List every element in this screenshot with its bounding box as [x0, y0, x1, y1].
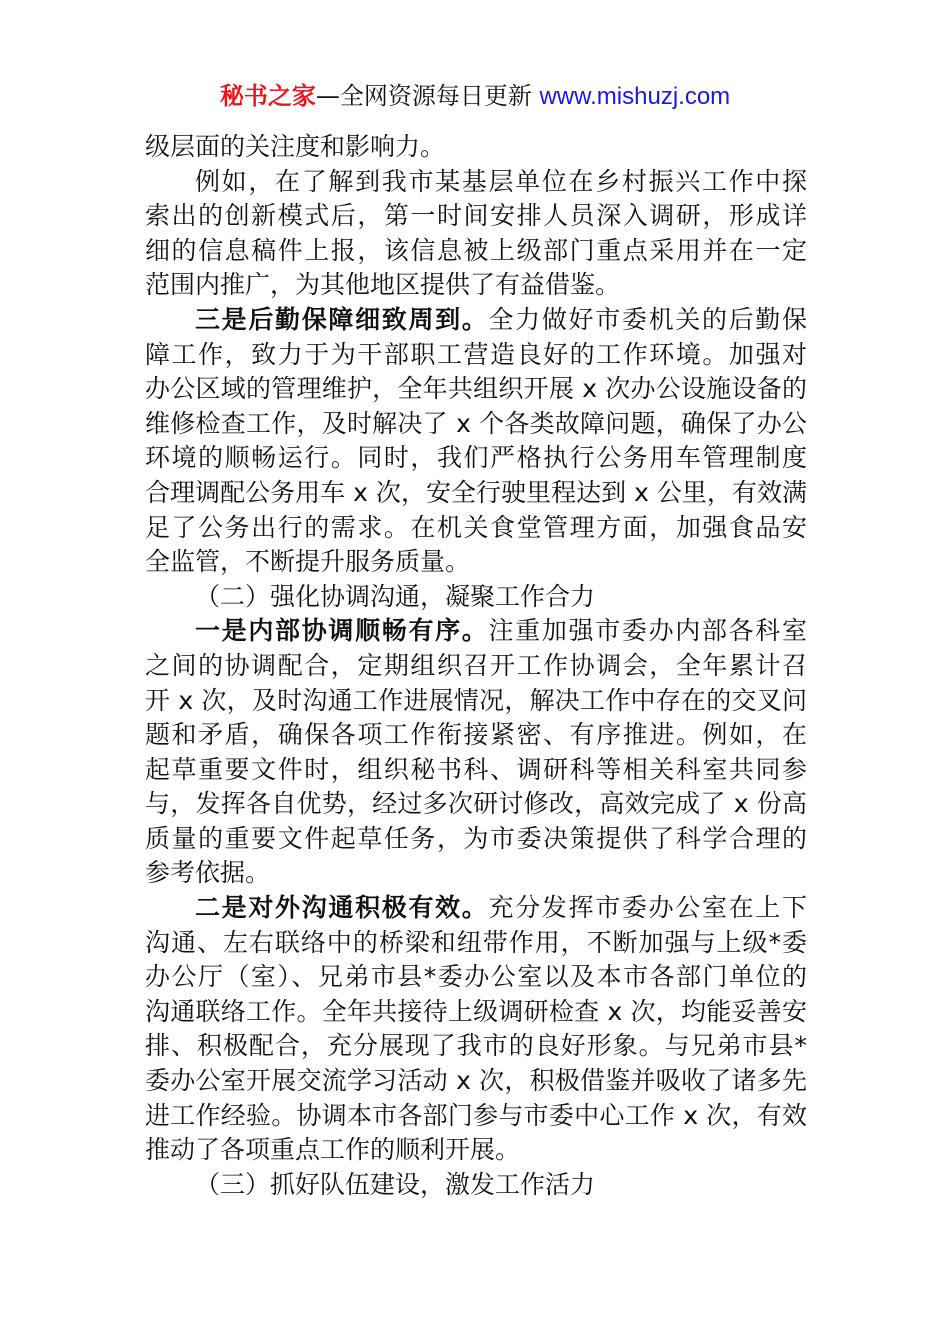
paragraph-line: 细的信息稿件上报，该信息被上级部门重点采用并在一定 — [145, 235, 807, 265]
paragraph-line: 维修检查工作，及时解决了 x 个各类故障问题，确保了办公 — [145, 408, 807, 438]
paragraph-line: 沟通联络工作。全年共接待上级调研检查 x 次，均能妥善安 — [145, 996, 807, 1026]
paragraph-lead: 三是后勤保障细致周到。 — [195, 304, 489, 334]
paragraph-lead: 二是对外沟通积极有效。 — [195, 893, 489, 923]
paragraph-line: 开 x 次，及时沟通工作进展情况，解决工作中存在的交叉问 — [145, 685, 807, 715]
paragraph-line: 环境的顺畅运行。同时，我们严格执行公务用车管理制度 — [145, 443, 807, 473]
paragraph-line: 足了公务出行的需求。在机关食堂管理方面，加强食品安 — [145, 512, 807, 542]
paragraph-line: 起草重要文件时，组织秘书科、调研科等相关科室共同参 — [145, 754, 807, 784]
paragraph-line: 排、积极配合，充分展现了我市的良好形象。与兄弟市县* — [145, 1031, 807, 1061]
site-slogan: —全网资源每日更新 — [315, 82, 540, 110]
paragraph-line: 题和矛盾，确保各项工作衔接紧密、有序推进。例如，在 — [145, 720, 807, 750]
paragraph-line: 进工作经验。协调本市各部门参与市委中心工作 x 次，有效 — [145, 1100, 807, 1130]
paragraph-line: 障工作，致力于为干部职工营造良好的工作环境。加强对 — [145, 339, 807, 369]
paragraph-line: 沟通、左右联络中的桥梁和纽带作用，不断加强与上级*委 — [145, 927, 807, 957]
paragraph-line: 索出的创新模式后，第一时间安排人员深入调研，形成详 — [145, 201, 807, 231]
paragraph-line: 办公厅（室）、兄弟市县*委办公室以及本市各部门单位的 — [145, 962, 807, 992]
paragraph-line: 质量的重要文件起草任务，为市委决策提供了科学合理的 — [145, 823, 807, 853]
site-header — [0, 78, 950, 115]
paragraph-line: 一是内部协调顺畅有序。注重加强市委办内部各科室 — [195, 616, 807, 646]
paragraph-line: 参考依据。 — [145, 858, 271, 888]
paragraph-lead: 一是内部协调顺畅有序。 — [195, 616, 489, 646]
paragraph-line: 三是后勤保障细致周到。全力做好市委机关的后勤保 — [195, 304, 807, 334]
paragraph-line: 全监管，不断提升服务质量。 — [145, 547, 471, 577]
paragraph-line: 与，发挥各自优势，经过多次研讨修改，高效完成了 x 份高 — [145, 789, 807, 819]
document-body — [145, 130, 807, 1202]
section-heading: （三）抓好队伍建设，激发工作活力 — [195, 1169, 596, 1199]
paragraph-line: 级层面的关注度和影响力。 — [145, 132, 446, 161]
paragraph-line: 推动了各项重点工作的顺利开展。 — [145, 1135, 521, 1165]
paragraph-line: 之间的协调配合，定期组织召开工作协调会，全年累计召 — [145, 650, 807, 680]
paragraph-line: 合理调配公务用车 x 次，安全行驶里程达到 x 公里，有效满 — [145, 477, 807, 507]
paragraph-line: 例如，在了解到我市某基层单位在乡村振兴工作中探 — [195, 166, 807, 196]
section-heading: （二）强化协调沟通，凝聚工作合力 — [195, 581, 596, 611]
site-url[interactable]: www.mishuzj.com — [539, 83, 731, 110]
paragraph-line: 委办公室开展交流学习活动 x 次，积极借鉴并吸收了诸多先 — [145, 1066, 807, 1096]
paragraph-line: 范围内推广，为其他地区提供了有益借鉴。 — [145, 270, 621, 300]
paragraph-line: 二是对外沟通积极有效。充分发挥市委办公室在上下 — [195, 893, 807, 923]
paragraph-line: 办公区域的管理维护，全年共组织开展 x 次办公设施设备的 — [145, 374, 807, 404]
site-brand: 秘书之家 — [219, 82, 316, 110]
